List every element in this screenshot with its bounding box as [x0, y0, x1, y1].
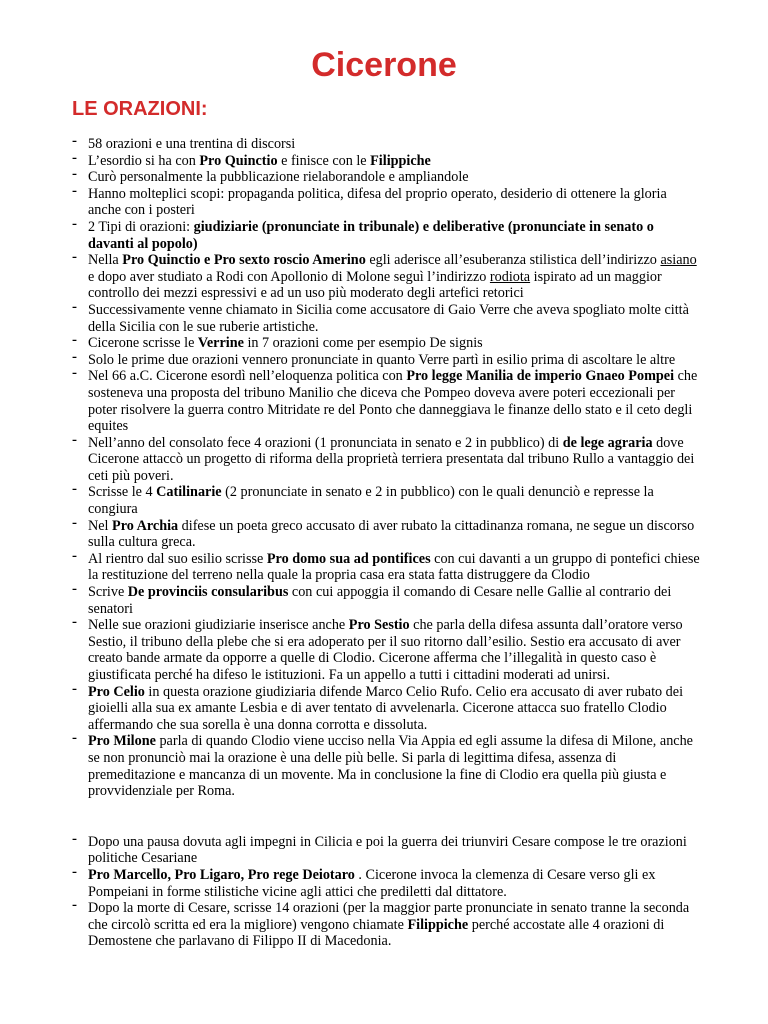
bold-text: Pro domo sua ad pontifices	[266, 550, 431, 567]
bold-text: Pro Marcello, Pro Ligaro, Pro rege Deiotaro	[88, 866, 355, 883]
body-text: Scrive	[88, 584, 128, 601]
body-text: Scrisse le 4	[88, 484, 157, 501]
bullet-list	[72, 133, 702, 950]
body-text: e finisce con le	[277, 152, 371, 169]
bold-text: Pro legge Manilia de imperio Gnaeo Pompei	[406, 368, 675, 385]
body-text: asiano	[660, 252, 697, 269]
bullet-dash: -	[72, 514, 77, 531]
body-text: Cicerone scrisse le	[88, 335, 198, 352]
bullet-dash: -	[72, 730, 77, 747]
bold-text: Pro Quinctio e Pro sexto roscio Amerino	[122, 252, 366, 269]
bold-text: Catilinarie	[156, 484, 222, 501]
list-item	[72, 215, 702, 252]
bold-text: Filippiche	[407, 916, 469, 933]
bullet-dash: -	[72, 897, 77, 914]
body-text: in questa orazione giudiziaria difende Marco Celio Rufo. Celio era accusato di aver rubato dei gioielli alla sua ex amante Lesbia e di aver tentato di avvelenarla. Cicerone attacca suo fratello Clodio affermando che sua sorella è una donna corrotta e dissoluta.	[88, 683, 684, 733]
bold-text: de lege agraria	[562, 434, 653, 451]
body-text: Nell’anno del consolato fece 4 orazioni (1 pronunciata in senato e 2 in pubblico) di	[88, 434, 563, 451]
bullet-dash: -	[72, 332, 77, 349]
bullet-dash: -	[72, 614, 77, 631]
bullet-dash: -	[72, 215, 77, 232]
bullet-dash: -	[72, 680, 77, 697]
body-text: egli aderisce all’esuberanza stilistica dell’indirizzo	[365, 252, 661, 269]
bullet-dash: -	[72, 149, 77, 166]
body-text: 2 Tipi di orazioni:	[88, 218, 194, 235]
body-text: ispirato ad un maggior controllo dei mezzi espressivi e ad un uso più moderato degli artefici retorici	[88, 268, 662, 302]
body-text: . Cicerone invoca la clemenza di Cesare verso gli ex Pompeiani in forme stilistiche vicine agli attici che prediletti dal dittatore.	[88, 866, 656, 900]
body-text: L’esordio si ha con	[88, 152, 200, 169]
list-item	[72, 431, 702, 485]
body-text: rodiota	[489, 268, 531, 285]
list-item	[72, 133, 702, 153]
list-item	[72, 730, 702, 800]
bullet-dash: -	[72, 481, 77, 498]
document-title: Cicerone	[311, 46, 457, 84]
body-text: dove Cicerone attaccò un progetto di riforma della proprietà terriera presentata dal tribuno Rullo a vantaggio dei ceti più poveri.	[88, 434, 695, 484]
bold-text: Pro Celio	[88, 683, 145, 700]
body-text: Successivamente venne chiamato in Sicilia come accusatore di Gaio Verre che aveva spogliato molte città della Sicilia con le sue ruberie artistiche.	[88, 301, 689, 335]
body-text: Hanno molteplici scopi: propaganda politica, difesa del proprio operato, desiderio di ottenere la gloria anche con i posteri	[88, 185, 667, 219]
body-text: con cui appoggia il comando di Cesare nelle Gallie al contrario dei senatori	[88, 584, 672, 617]
body-text: che parla della difesa assunta dall’oratore verso Sestio, il tribuno della plebe che si era adoperato per il suo ritorno dall’esilio. Sestio era accusato di aver creato bande armate da opporre a quelle di Clodio. Cicerone afferma che l’illegalità in questo caso è giustificata perché ha difeso le istituzioni. Fa un appello a tutti i cittadini moderati ad unirsi.	[88, 617, 683, 683]
bold-text: Pro Milone	[88, 733, 156, 750]
body-text: con cui davanti a un gruppo di pontefici chiese la restituzione del terreno nella quale la propria casa era stata fatta distruggere da Clodio	[88, 550, 700, 584]
bold-text: giudiziarie (pronunciate in tribunale) e deliberative (pronunciate in senato o davanti al popolo)	[88, 218, 654, 252]
list-item	[72, 830, 702, 867]
list-item	[72, 581, 702, 617]
bullet-dash: -	[72, 863, 77, 880]
bullet-dash: -	[72, 365, 77, 382]
list-item	[72, 863, 702, 900]
list-item	[72, 298, 702, 335]
bullet-dash: -	[72, 166, 77, 183]
body-text: difese un poeta greco accusato di aver rubato la cittadinanza romana, ne segue un discorso sulla cultura greca.	[88, 517, 695, 551]
body-text: (2 pronunciate in senato e 2 in pubblico) con le quali denunciò e represse la congiura	[88, 484, 654, 518]
section-heading: LE ORAZIONI:	[72, 98, 208, 120]
bullet-dash: -	[72, 581, 77, 598]
bullet-dash: -	[72, 133, 77, 149]
list-item	[72, 332, 702, 352]
list-item	[72, 365, 702, 435]
list-item	[72, 249, 702, 302]
list-item	[72, 547, 702, 584]
bullet-dash: -	[72, 547, 77, 564]
body-text: in 7 orazioni come per esempio De signis	[243, 335, 483, 352]
body-text: Curò personalmente la pubblicazione rielaborandole e ampliandole	[88, 169, 469, 186]
body-text: Dopo la morte di Cesare, scrisse 14 orazioni (per la maggior parte pronunciate in senato tranne la seconda che circolò scritta ed era la migliore) vengono chiamate	[88, 900, 690, 933]
list-item	[72, 348, 702, 369]
list-item	[72, 149, 702, 170]
bold-text: Verrine	[197, 335, 244, 352]
list-item	[72, 680, 702, 734]
bullet-dash: -	[72, 431, 77, 448]
bold-text: Pro Sestio	[348, 617, 410, 634]
body-text: Dopo una pausa dovuta agli impegni in Cilicia e poi la guerra dei triunviri Cesare compose le tre orazioni politiche Cesariane	[88, 833, 687, 867]
bullet-dash: -	[72, 249, 77, 266]
body-text: e dopo aver studiato a Rodi con Apollonio di Molone seguì l’indirizzo	[88, 268, 490, 285]
list-item	[72, 897, 702, 950]
bullet-dash: -	[72, 182, 77, 199]
list-item	[72, 614, 702, 683]
bold-text: De provinciis consularibus	[127, 584, 289, 601]
list-item	[72, 166, 702, 186]
list-item	[72, 481, 702, 518]
body-text: Nella	[88, 252, 123, 269]
body-text: Al rientro dal suo esilio scrisse	[88, 550, 267, 567]
list-item	[72, 514, 702, 551]
body-text: perché accostate alle 4 orazioni di Demostene che parlavano di Filippo II di Macedonia.	[88, 916, 665, 950]
bullet-dash: -	[72, 830, 77, 847]
body-text: Nelle sue orazioni giudiziarie inserisce anche	[88, 617, 349, 634]
bullet-dash: -	[72, 348, 77, 365]
body-text: Solo le prime due orazioni vennero pronunciate in quanto Verre partì in esilio prima di ascoltare le altre	[88, 351, 676, 368]
bullet-dash: -	[72, 298, 77, 315]
list-item	[72, 182, 702, 219]
bold-text: Filippiche	[370, 152, 431, 169]
body-text: 58 orazioni e una trentina di discorsi	[88, 136, 296, 152]
body-text: Nel 66 a.C. Cicerone esordì nell’eloquenza politica con	[88, 368, 407, 385]
bold-text: Pro Archia	[112, 517, 179, 534]
bold-text: Pro Quinctio	[199, 152, 278, 169]
body-text: Nel	[88, 517, 113, 534]
body-text: che sosteneva una proposta del tribuno Manilio che diceva che Pompeo doveva avere poteri eccezionali per poter risolvere la guerra contro Mitridate re del Ponto che danneggiava le finanze dello stato e il ceto degli equites	[88, 368, 698, 435]
body-text: parla di quando Clodio viene ucciso nella Via Appia ed egli assume la difesa di Milone, anche se non pronunciò mai la orazione è una delle più belle. Si parla di legittima difesa, assenza di premeditazione e mancanza di un movente. Ma in conclusione la fine di Clodio era quella più giusta e provvidenziale per Roma.	[88, 733, 693, 800]
